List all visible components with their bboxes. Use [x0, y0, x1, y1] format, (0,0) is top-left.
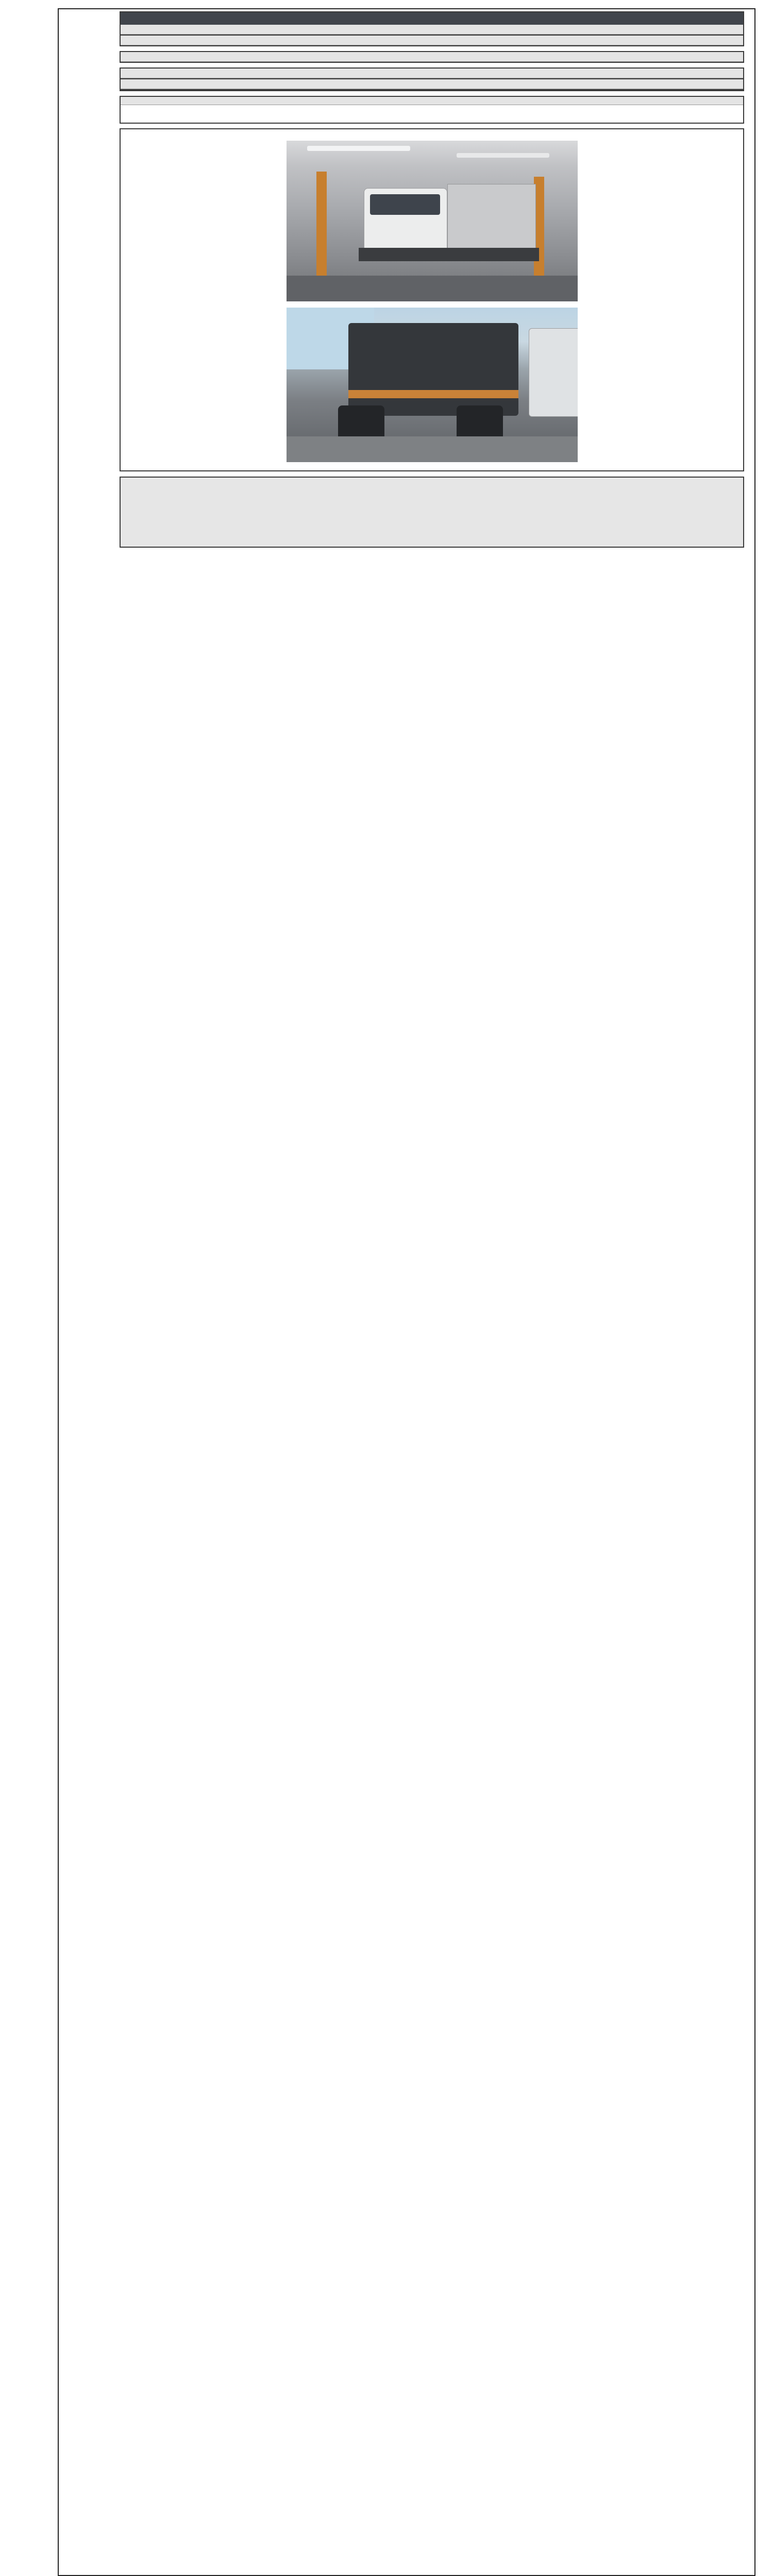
footer-confirmation [120, 548, 744, 554]
basic-info-band [121, 25, 743, 35]
photos-title [121, 129, 743, 141]
inspector-opinion-table [121, 89, 743, 90]
inspection-photo-2 [287, 308, 578, 462]
section-detail [120, 67, 744, 91]
section-photos [120, 128, 744, 471]
page-marker-4 [120, 124, 744, 128]
accident-band [121, 52, 743, 62]
page-marker-2 [120, 63, 744, 67]
section-signature [120, 477, 744, 548]
section-main-info [120, 11, 744, 46]
section-accident [120, 51, 744, 63]
document-header [121, 12, 743, 25]
section-notice [120, 96, 744, 124]
page-marker-1 [120, 46, 744, 51]
etc-band [121, 78, 743, 89]
inspection-photo-1 [287, 141, 578, 301]
detail-band [121, 69, 743, 78]
page-frame [58, 8, 755, 2576]
notice-band [121, 97, 743, 105]
overall-band [121, 35, 743, 45]
page-marker-3 [120, 91, 744, 96]
notice-body [121, 105, 743, 123]
